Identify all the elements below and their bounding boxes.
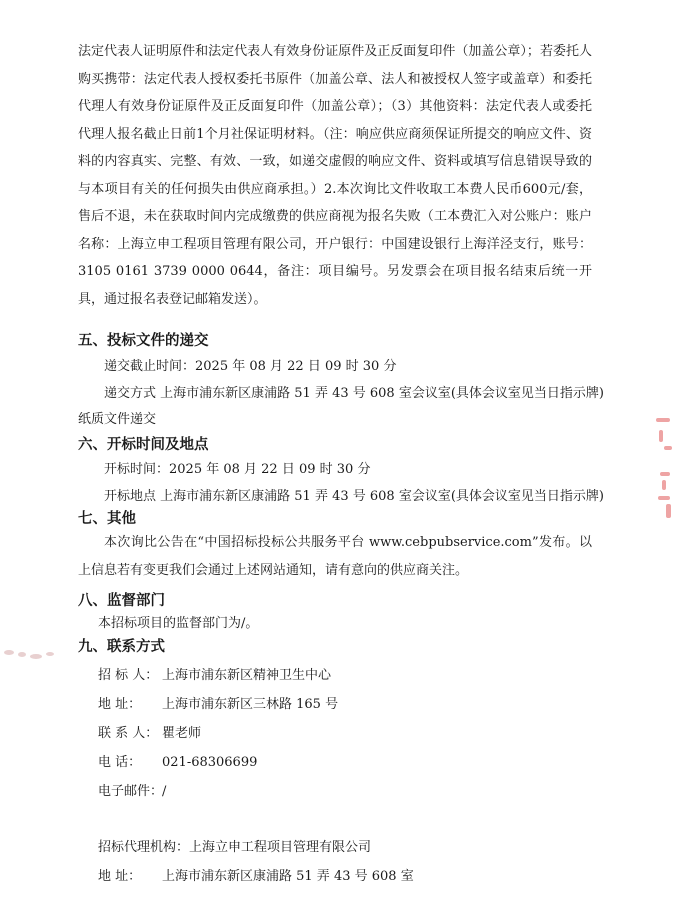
contact-address: [98, 695, 338, 715]
agency-address-value: 上海市浦东新区康浦路 51 弄 43 号 608 室: [162, 869, 414, 884]
contact-email: [98, 782, 166, 802]
phone-label: 电 话：: [98, 755, 142, 770]
seal-trace-icon: [0, 640, 60, 670]
section8-heading: 八、监督部门: [78, 593, 165, 609]
phone-value: 021-68306699: [162, 755, 258, 770]
contact-value: 瞿老师: [162, 726, 202, 741]
supervision-text: 本招标项目的监督部门为/。: [98, 616, 259, 631]
intro-paragraph: 法定代表人证明原件和法定代表人有效身份证原件及正反面复印件（加盖公章）；若委托人购买携带：法定代表人授权委托书原件（加盖公章、法人和被授权人签字或盖章）和委托代理人有效身份证原件及正反面复印件（加盖公章）；（3）其他资料：法定代表人或委托代理人报名截止日前1个月社保证明材料。（注：响应供应商须保证所提交的响应文件、资料的内容真实、完整、有效、一致，如递交虚假的响应文件、资料或填写信息错误导致的与本项目有关的任何损失由供应商承担。）2.本次询比文件收取工本费人民币600元/套，售后不退，未在获取时间内完成缴费的供应商视为报名失败（工本费汇入对公账户：账户名称：上海立申工程项目管理有限公司，开户银行：中国建设银行上海洋泾支行，账号：3105 0161 3739 0000 0644，备注：项目编号。另发票会在项目报名结束后统一开具，通过报名表登记邮箱发送）。: [78, 44, 592, 307]
section7-heading: 七、其他: [78, 511, 136, 527]
section9-heading: 九、联系方式: [78, 639, 165, 655]
submission-method-cont: 纸质文件递交: [78, 412, 157, 427]
agency-address-label: 地 址：: [98, 869, 142, 884]
submission-method: 递交方式 上海市浦东新区康浦路 51 弄 43 号 608 室会议室(具体会议室见当日指示牌): [104, 386, 604, 401]
address-value: 上海市浦东新区三林路 165 号: [162, 697, 339, 712]
agency-name: [98, 838, 371, 858]
contact-phone: [98, 753, 257, 773]
email-label: 电子邮件：: [98, 784, 164, 799]
address-label: 地 址：: [98, 697, 142, 712]
section7-text: [78, 529, 592, 584]
tenderer-label: 招 标 人：: [98, 668, 159, 683]
opening-place: 开标地点 上海市浦东新区康浦路 51 弄 43 号 608 室会议室(具体会议室见当日指示牌): [104, 489, 604, 504]
contact-tenderer: [98, 666, 331, 686]
section7-text-content: 本次询比公告在“中国招标投标公共服务平台 www.cebpubservice.com”发布。以上信息若有变更我们会通过上述网站通知，请有意向的供应商关注。: [78, 535, 592, 578]
section5-heading: 五、投标文件的递交: [78, 333, 209, 349]
agency-value: 上海立申工程项目管理有限公司: [189, 840, 372, 855]
contact-label: 联 系 人：: [98, 726, 159, 741]
tenderer-value: 上海市浦东新区精神卫生中心: [162, 668, 332, 683]
opening-time: 开标时间：2025 年 08 月 22 日 09 时 30 分: [104, 462, 371, 477]
submission-deadline: 递交截止时间：2025 年 08 月 22 日 09 时 30 分: [104, 359, 397, 374]
agency-label: 招标代理机构：: [98, 840, 190, 855]
contact-person: [98, 724, 201, 744]
email-value: /: [162, 784, 167, 799]
seal-fragment-icon: [650, 410, 675, 540]
section6-heading: 六、开标时间及地点: [78, 437, 209, 453]
agency-address: [98, 867, 414, 887]
